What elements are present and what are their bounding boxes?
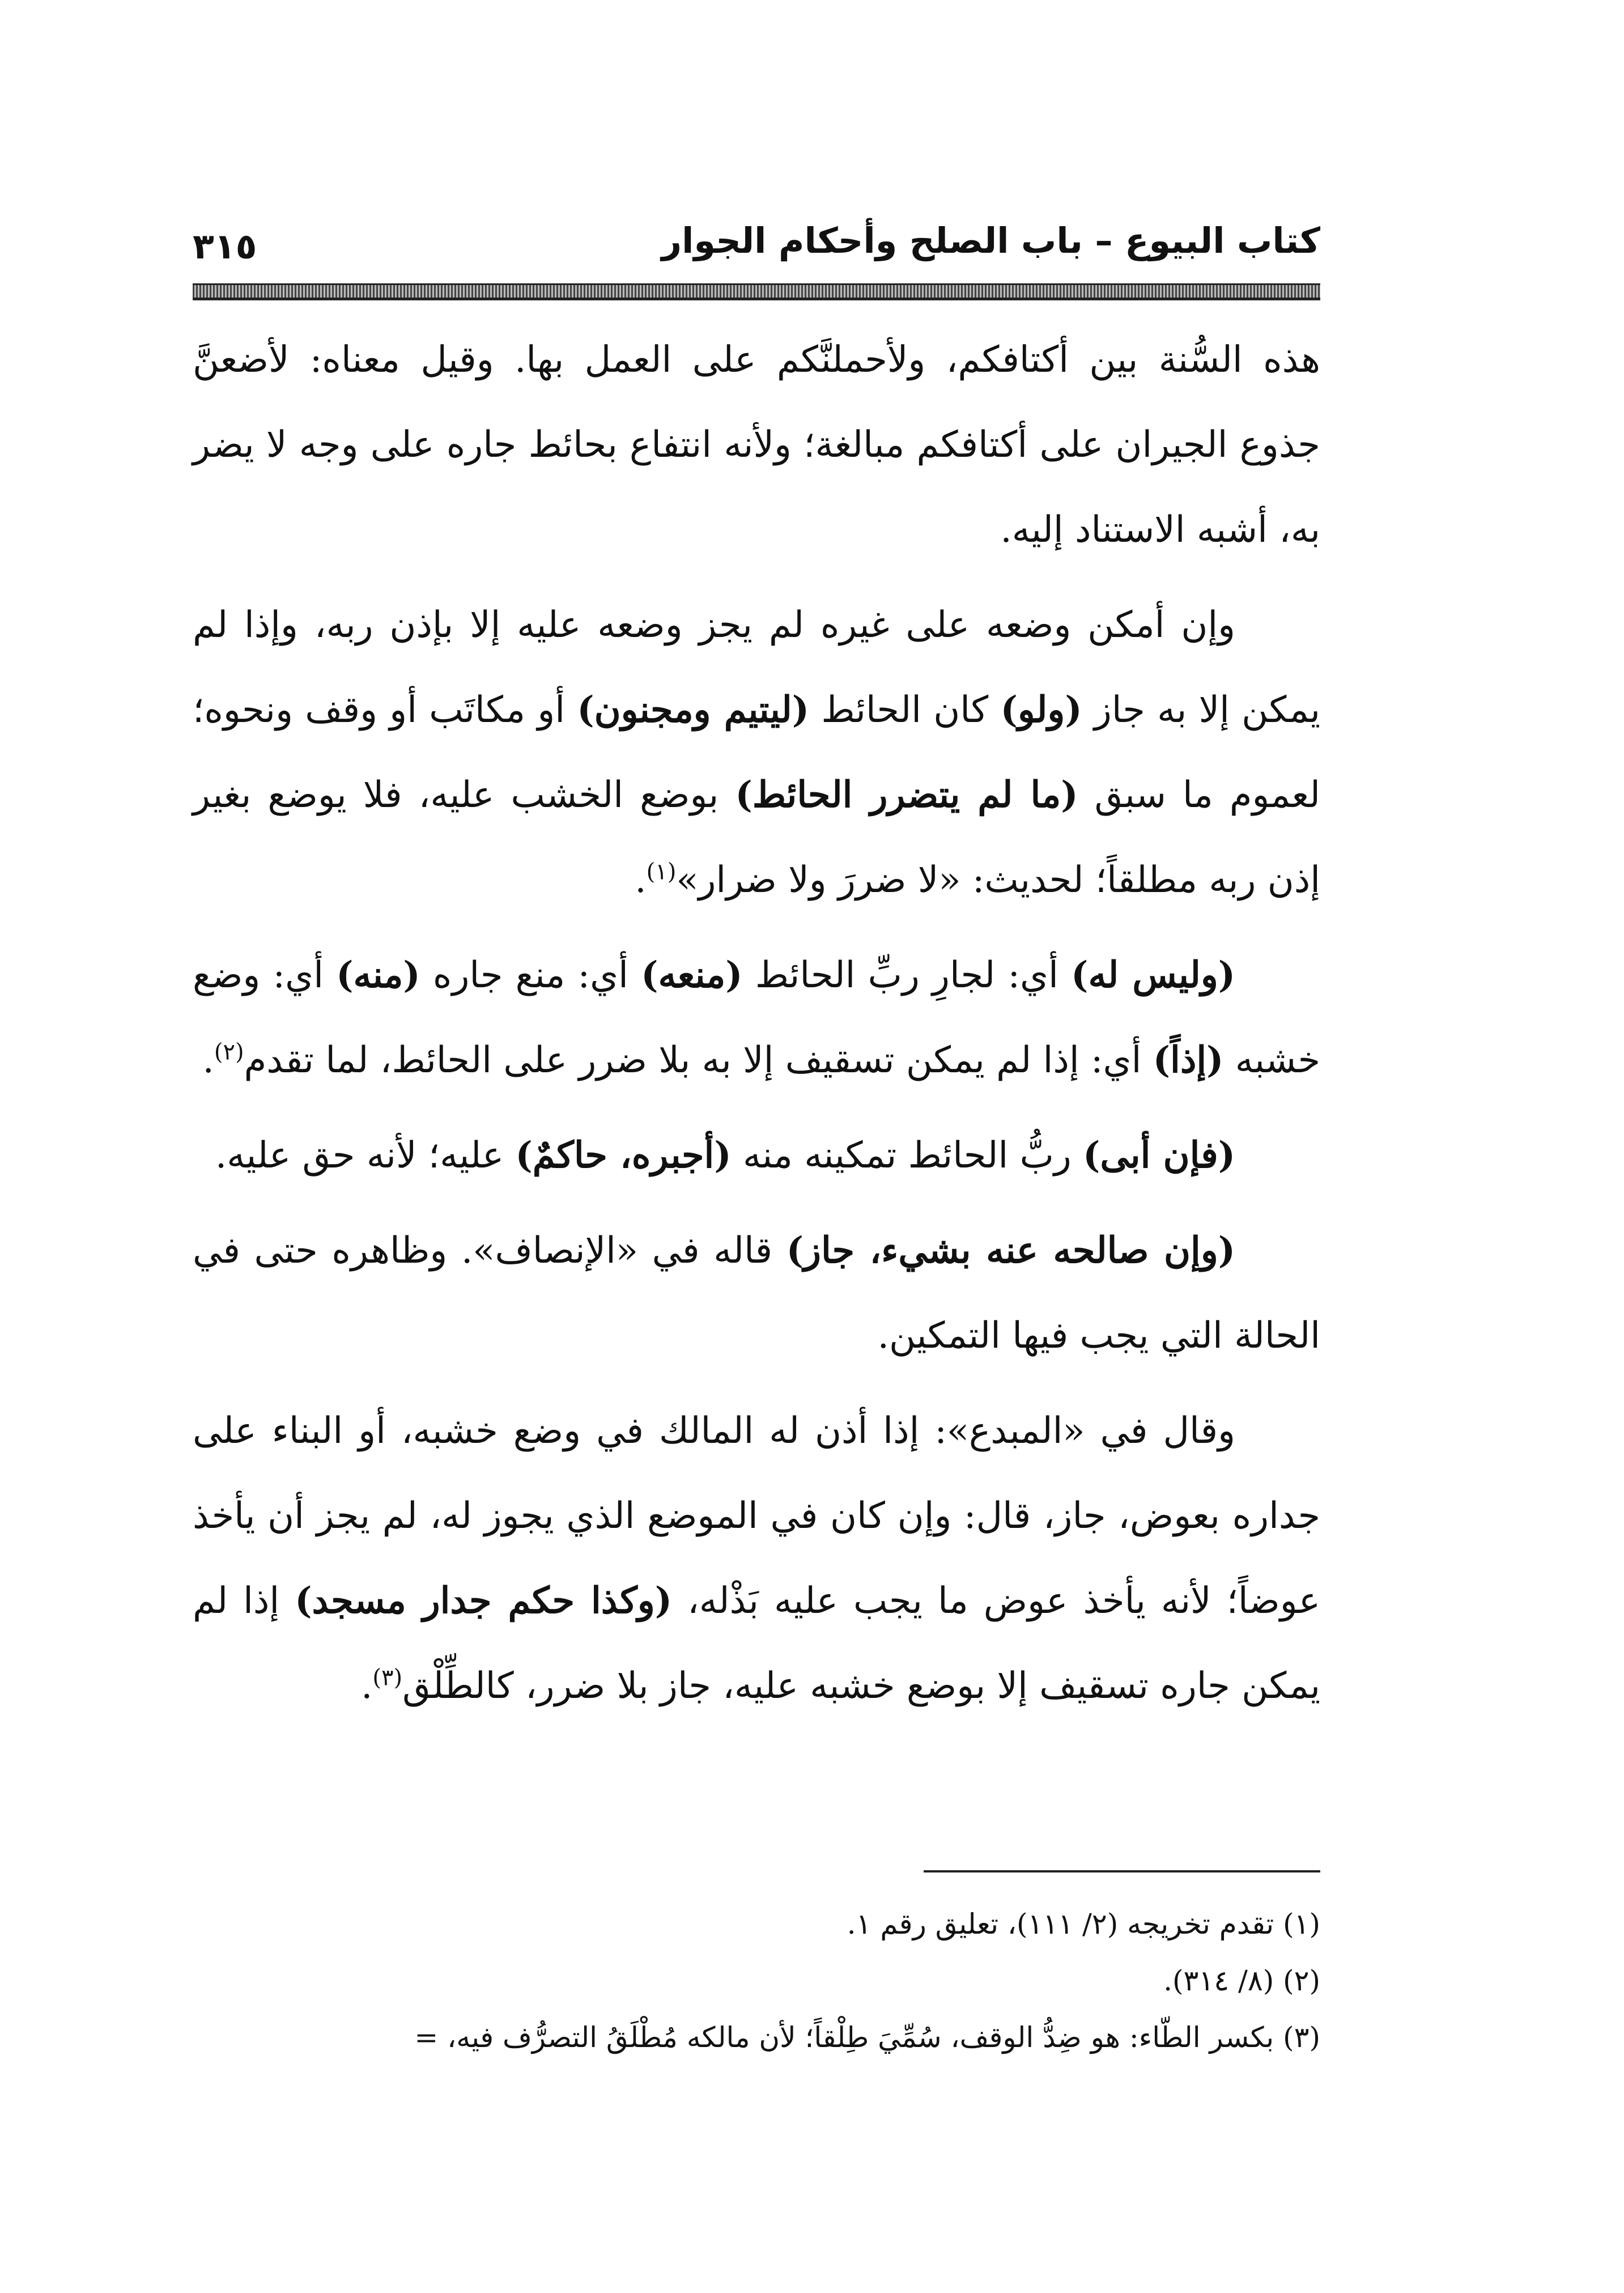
footnote-3: (٣) بكسر الطّاء: هو ضِدُّ الوقف، سُمِّيَ طِلْقاً؛ لأن مالكه مُطْلَقُ التصرُّف فيه، = xyxy=(414,2021,1320,2054)
paragraph-4 xyxy=(193,1113,1320,1198)
matn-text: (ولو) xyxy=(1000,689,1082,731)
paragraph-3 xyxy=(193,933,1320,1103)
footnote-1: (١) تقدم تخريجه (٢/ ١١١)، تعليق رقم ١. xyxy=(847,1908,1320,1940)
text-run: عليه؛ لأنه حق عليه. xyxy=(215,1135,516,1177)
footnote-ref[interactable]: (٢) xyxy=(214,1039,244,1065)
running-title: كتاب البيوع – باب الصلح وأحكام الجوار xyxy=(661,220,1320,261)
text-run: . xyxy=(202,1039,214,1081)
text-run: إذا لم يمكن جاره تسقيف إلا بوضع خشبه عليه، جاز بلا ضرر، كالطِّلْق xyxy=(193,1580,1320,1707)
page-number: ٣١٥ xyxy=(193,226,257,267)
text-run: أي: منع جاره xyxy=(420,954,641,996)
matn-text: (ما لم يتضرر الحائط) xyxy=(735,774,1078,816)
text-run: . xyxy=(635,859,647,901)
matn-text: (وكذا حكم جدار مسجد) xyxy=(295,1579,673,1622)
paragraph-5 xyxy=(193,1208,1320,1378)
matn-text: (وإن صالحه عنه بشيء، جاز) xyxy=(786,1229,1236,1272)
header-divider xyxy=(193,283,1320,300)
matn-text: (وليس له) xyxy=(1071,954,1236,996)
matn-text: (فإن أبى) xyxy=(1083,1134,1235,1177)
text-run: أي: لجارِ ربِّ الحائط xyxy=(742,954,1072,996)
paragraph-1: هذه السُّنة بين أكتافكم، ولأحملنَّكم على العمل بها. وقيل معناه: لأضعنَّ جذوع الجيران على أكتافكم مبالغة؛ ولأنه انتفاع بحائط جاره على وجه لا يضر به، أشبه الاستناد إليه. xyxy=(193,339,1320,551)
paragraph-2 xyxy=(193,583,1320,923)
matn-text: (ليتيم ومجنون) xyxy=(577,689,810,731)
footnote-ref[interactable]: (١) xyxy=(646,859,677,885)
paragraph-6 xyxy=(193,1388,1320,1729)
matn-text: (منه) xyxy=(336,954,420,996)
document-page xyxy=(193,0,1320,2293)
matn-text: (منعه) xyxy=(641,954,743,996)
text-run: أو مكاتَب أو وقف ونحوه؛ لعموم ما سبق xyxy=(193,689,1320,816)
text-run: ربُّ الحائط تمكينه منه xyxy=(731,1135,1083,1177)
footnote-ref[interactable]: (٣) xyxy=(372,1664,403,1691)
footnote-2: (٢) (٨/ ٣١٤). xyxy=(1163,1964,1320,1997)
matn-text: (إذاً) xyxy=(1153,1039,1224,1081)
footnote-divider xyxy=(924,1870,1320,1872)
text-run: . xyxy=(361,1665,373,1707)
page-header xyxy=(193,207,1320,269)
text-run: بوضع الخشب عليه، فلا يوضع بغير إذن ربه مطلقاً؛ لحديث: «لا ضررَ ولا ضرار» xyxy=(193,774,1320,901)
footnotes xyxy=(193,1896,1320,2066)
text-run: وقال في «المبدع»: إذا أذن له المالك في وضع خشبه، أو البناء على جداره بعوض، جاز، قال: وإن كان في الموضع الذي يجوز له، لم يجز أن يأخذ عوضاً؛ لأنه يأخذ عوض ما يجب عليه بَذْله، xyxy=(193,1410,1321,1622)
text-run: أي: وضع خشبه xyxy=(193,954,1320,1081)
main-text xyxy=(193,317,1320,1739)
text-run: قاله في «الإنصاف». وظاهره حتى في الحالة التي يجب فيها التمكين. xyxy=(193,1230,1320,1357)
matn-text: (أجبره، حاكمٌ) xyxy=(515,1134,732,1177)
text-run: وإن أمكن وضعه على غيره لم يجز وضعه عليه إلا بإذن ربه، وإذا لم يمكن إلا به جاز xyxy=(193,604,1321,731)
text-run: كان الحائط xyxy=(809,689,1001,731)
text-run: أي: إذا لم يمكن تسقيف إلا به بلا ضرر على الحائط، لما تقدم xyxy=(244,1039,1153,1081)
